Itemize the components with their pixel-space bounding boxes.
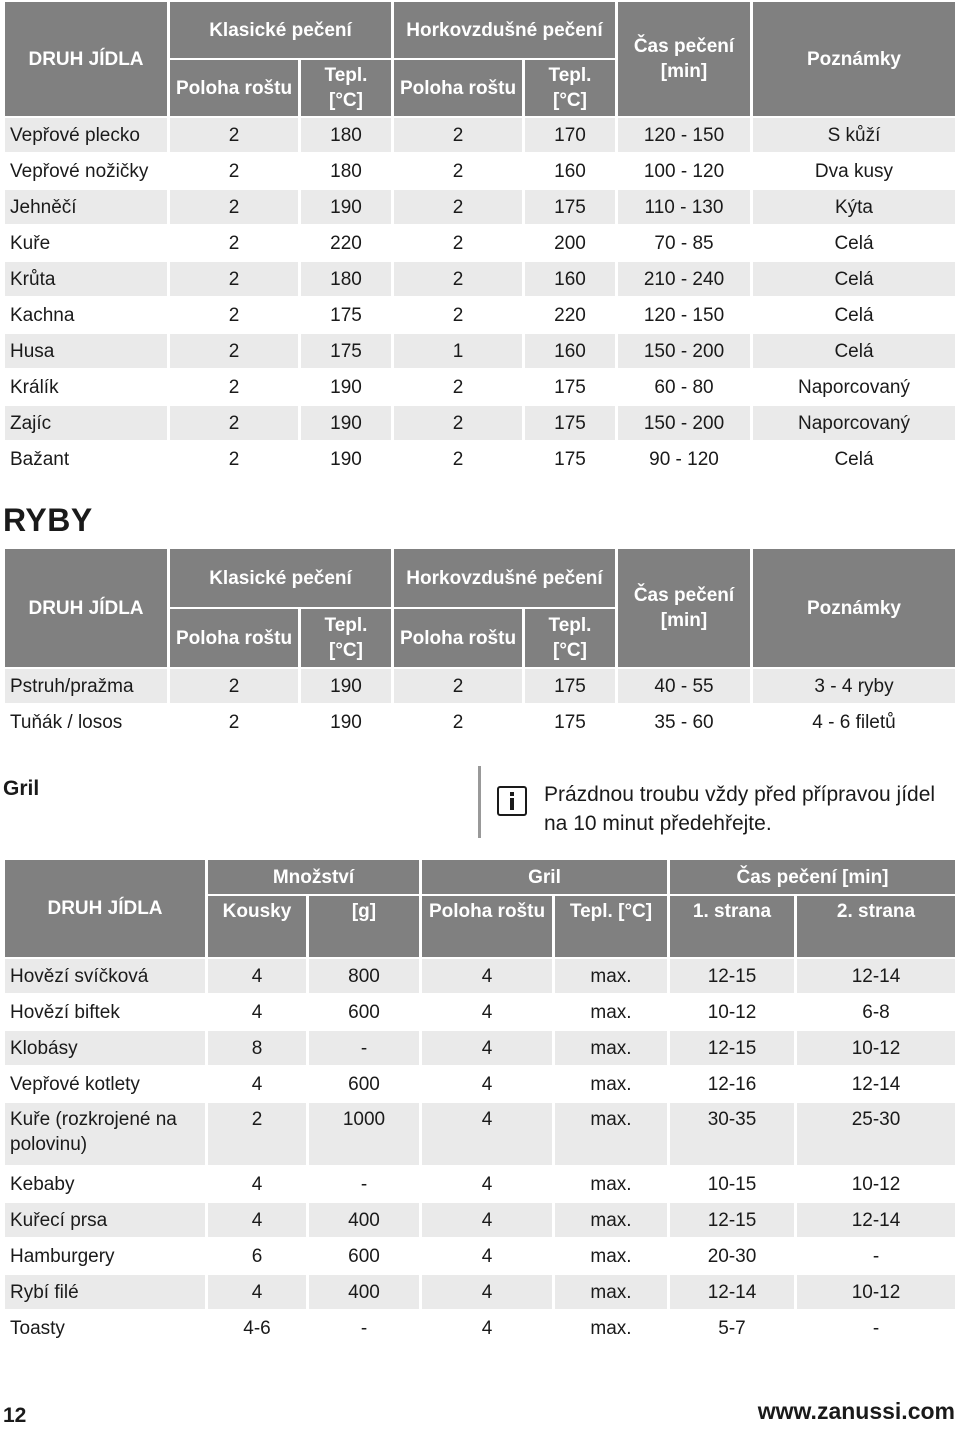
header-temperature: Tepl. [°C] — [525, 609, 615, 667]
table-cell: 90 - 120 — [618, 442, 750, 476]
table-row — [5, 226, 955, 260]
table-cell: 175 — [525, 370, 615, 404]
header-dish: DRUH JÍDLA — [5, 2, 167, 116]
table-cell: 4 — [208, 1067, 306, 1101]
meat-table-body — [5, 118, 955, 476]
header-pieces: Kousky — [208, 896, 306, 957]
table-cell: 2 — [170, 669, 298, 703]
info-icon — [497, 786, 527, 816]
table-cell: 400 — [309, 1203, 419, 1237]
header-baking-time: Čas pečení [min] — [618, 549, 750, 667]
table-cell: 2 — [394, 190, 522, 224]
table-cell: 2 — [394, 118, 522, 152]
table-row — [5, 262, 955, 296]
header-quantity: Množství — [208, 860, 419, 894]
table-cell: 220 — [525, 298, 615, 332]
dish-name-cell: Vepřové plecko — [5, 118, 167, 152]
table-cell: 2 — [394, 226, 522, 260]
table-cell: 120 - 150 — [618, 298, 750, 332]
table-row — [5, 995, 955, 1029]
table-cell: max. — [555, 1031, 667, 1065]
table-cell: 10-12 — [797, 1167, 955, 1201]
table-cell: 180 — [301, 154, 391, 188]
dish-name-cell: Králík — [5, 370, 167, 404]
table-cell: 175 — [525, 190, 615, 224]
preheat-note-text: Prázdnou troubu vždy před přípravou jídel na 10 minut předehřejte. — [544, 783, 936, 835]
table-cell: - — [309, 1167, 419, 1201]
table-cell: Celá — [753, 442, 955, 476]
dish-name-cell: Jehněčí — [5, 190, 167, 224]
header-side-2: 2. strana — [797, 896, 955, 957]
table-cell: 150 - 200 — [618, 406, 750, 440]
meat-roasting-table — [2, 0, 958, 478]
table-cell: 12-14 — [797, 1067, 955, 1101]
page-number: 12 — [3, 1404, 27, 1427]
table-cell: 120 - 150 — [618, 118, 750, 152]
table-cell: max. — [555, 995, 667, 1029]
table-row — [5, 442, 955, 476]
table-cell: 12-15 — [670, 1031, 794, 1065]
table-row — [5, 190, 955, 224]
table-cell: 4 — [208, 959, 306, 993]
table-cell: 2 — [394, 669, 522, 703]
dish-name-cell: Pstruh/pražma — [5, 669, 167, 703]
header-notes: Poznámky — [753, 2, 955, 116]
dish-name-cell: Vepřové nožičky — [5, 154, 167, 188]
table-cell: max. — [555, 1311, 667, 1345]
table-row — [5, 406, 955, 440]
table-cell: 180 — [301, 118, 391, 152]
table-cell: 600 — [309, 995, 419, 1029]
table-cell: Kýta — [753, 190, 955, 224]
table-cell: 175 — [525, 669, 615, 703]
table-cell: Naporcovaný — [753, 406, 955, 440]
table-cell: - — [797, 1239, 955, 1273]
header-side-1: 1. strana — [670, 896, 794, 957]
table-cell: 12-14 — [797, 1203, 955, 1237]
table-cell: 2 — [394, 370, 522, 404]
table-cell: 10-12 — [797, 1031, 955, 1065]
table-cell: 190 — [301, 442, 391, 476]
table-cell: 1000 — [309, 1103, 419, 1165]
table-cell: - — [309, 1311, 419, 1345]
table-cell: max. — [555, 1167, 667, 1201]
table-cell: 4-6 — [208, 1311, 306, 1345]
header-shelf-position: Poloha roštu — [394, 609, 522, 667]
table-cell: 2 — [394, 442, 522, 476]
header-hot-air-baking: Horkovzdušné pečení — [394, 2, 615, 58]
table-row — [5, 1239, 955, 1273]
header-classic-baking: Klasické pečení — [170, 549, 391, 607]
website-url[interactable]: www.zanussi.com — [757, 1398, 955, 1424]
header-temperature: Tepl. [°C] — [301, 60, 391, 116]
header-temperature: Tepl. [°C] — [301, 609, 391, 667]
table-cell: S kůží — [753, 118, 955, 152]
dish-name-cell: Zajíc — [5, 406, 167, 440]
table-cell: 200 — [525, 226, 615, 260]
grill-table-body — [5, 959, 955, 1345]
fish-table-body — [5, 669, 955, 739]
table-cell: 2 — [170, 262, 298, 296]
dish-name-cell: Hovězí biftek — [5, 995, 205, 1029]
table-row — [5, 959, 955, 993]
table-cell: 6-8 — [797, 995, 955, 1029]
table-cell: max. — [555, 959, 667, 993]
table-cell: Naporcovaný — [753, 370, 955, 404]
table-row — [5, 1203, 955, 1237]
table-cell: 4 — [208, 1167, 306, 1201]
table-cell: max. — [555, 1275, 667, 1309]
dish-name-cell: Krůta — [5, 262, 167, 296]
header-baking-time: Čas pečení [min] — [618, 2, 750, 116]
header-temperature: Tepl. [°C] — [525, 60, 615, 116]
table-cell: 2 — [170, 370, 298, 404]
table-cell: 150 - 200 — [618, 334, 750, 368]
header-shelf-position: Poloha roštu — [170, 60, 298, 116]
table-cell: 4 — [422, 1167, 552, 1201]
table-cell: 190 — [301, 705, 391, 739]
table-cell: max. — [555, 1203, 667, 1237]
table-cell: 2 — [170, 190, 298, 224]
table-cell: 4 — [422, 1067, 552, 1101]
table-cell: - — [309, 1031, 419, 1065]
table-row — [5, 154, 955, 188]
table-cell: - — [797, 1311, 955, 1345]
table-cell: 10-15 — [670, 1167, 794, 1201]
table-cell: 2 — [394, 262, 522, 296]
fish-roasting-table — [2, 547, 958, 741]
grill-table — [2, 858, 958, 1347]
table-cell: 190 — [301, 370, 391, 404]
table-cell: 175 — [301, 298, 391, 332]
table-cell: 100 - 120 — [618, 154, 750, 188]
table-cell: 170 — [525, 118, 615, 152]
header-grill: Gril — [422, 860, 667, 894]
table-row — [5, 118, 955, 152]
dish-name-cell: Kuře (rozkrojené na polovinu) — [5, 1103, 205, 1165]
header-shelf-position: Poloha roštu — [394, 60, 522, 116]
table-cell: 2 — [170, 705, 298, 739]
table-cell: 12-15 — [670, 959, 794, 993]
table-row — [5, 334, 955, 368]
table-cell: 600 — [309, 1239, 419, 1273]
header-notes: Poznámky — [753, 549, 955, 667]
table-cell: 160 — [525, 262, 615, 296]
table-cell: 4 — [422, 1311, 552, 1345]
table-cell: Dva kusy — [753, 154, 955, 188]
table-cell: 2 — [394, 406, 522, 440]
table-cell: 4 — [422, 995, 552, 1029]
table-row — [5, 1311, 955, 1345]
table-cell: 175 — [525, 442, 615, 476]
table-cell: 210 - 240 — [618, 262, 750, 296]
table-cell: 2 — [170, 406, 298, 440]
header-baking-time: Čas pečení [min] — [670, 860, 955, 894]
table-cell: 400 — [309, 1275, 419, 1309]
dish-name-cell: Husa — [5, 334, 167, 368]
table-cell: 70 - 85 — [618, 226, 750, 260]
table-cell: 220 — [301, 226, 391, 260]
table-cell: 4 — [422, 959, 552, 993]
table-cell: 4 — [422, 1031, 552, 1065]
table-cell: 8 — [208, 1031, 306, 1065]
table-cell: 175 — [301, 334, 391, 368]
table-cell: 10-12 — [797, 1275, 955, 1309]
table-cell: max. — [555, 1239, 667, 1273]
table-cell: 2 — [170, 118, 298, 152]
table-cell: 4 — [208, 1275, 306, 1309]
header-hot-air-baking: Horkovzdušné pečení — [394, 549, 615, 607]
table-cell: Celá — [753, 226, 955, 260]
table-cell: Celá — [753, 334, 955, 368]
table-cell: 190 — [301, 669, 391, 703]
table-cell: 12-14 — [670, 1275, 794, 1309]
table-cell: 4 — [422, 1239, 552, 1273]
dish-name-cell: Kuřecí prsa — [5, 1203, 205, 1237]
header-shelf-position: Poloha roštu — [170, 609, 298, 667]
table-cell: 25-30 — [797, 1103, 955, 1165]
table-cell: 2 — [170, 226, 298, 260]
dish-name-cell: Rybí filé — [5, 1275, 205, 1309]
table-cell: 12-16 — [670, 1067, 794, 1101]
header-shelf-position: Poloha roštu — [422, 896, 552, 957]
dish-name-cell: Toasty — [5, 1311, 205, 1345]
dish-name-cell: Kachna — [5, 298, 167, 332]
table-cell: 4 - 6 filetů — [753, 705, 955, 739]
header-classic-baking: Klasické pečení — [170, 2, 391, 58]
table-cell: 12-15 — [670, 1203, 794, 1237]
table-cell: 4 — [422, 1203, 552, 1237]
dish-name-cell: Klobásy — [5, 1031, 205, 1065]
table-cell: 190 — [301, 406, 391, 440]
table-cell: 175 — [525, 406, 615, 440]
table-cell: max. — [555, 1103, 667, 1165]
table-row — [5, 1103, 955, 1165]
dish-name-cell: Vepřové kotlety — [5, 1067, 205, 1101]
table-row — [5, 298, 955, 332]
table-cell: 4 — [208, 995, 306, 1029]
table-cell: 12-14 — [797, 959, 955, 993]
table-cell: 2 — [170, 154, 298, 188]
table-cell: 2 — [170, 298, 298, 332]
table-row — [5, 669, 955, 703]
dish-name-cell: Kebaby — [5, 1167, 205, 1201]
header-temperature: Tepl. [°C] — [555, 896, 667, 957]
table-row — [5, 1067, 955, 1101]
table-cell: 160 — [525, 334, 615, 368]
table-row — [5, 1167, 955, 1201]
table-cell: 10-12 — [670, 995, 794, 1029]
table-cell: 2 — [394, 298, 522, 332]
table-cell: 5-7 — [670, 1311, 794, 1345]
table-cell: 6 — [208, 1239, 306, 1273]
table-cell: 2 — [208, 1103, 306, 1165]
grill-section-title: Gril — [3, 777, 40, 800]
table-cell: 30-35 — [670, 1103, 794, 1165]
table-cell: Celá — [753, 298, 955, 332]
table-cell: 2 — [170, 334, 298, 368]
table-cell: 160 — [525, 154, 615, 188]
table-cell: 20-30 — [670, 1239, 794, 1273]
table-row — [5, 1275, 955, 1309]
table-cell: 190 — [301, 190, 391, 224]
dish-name-cell: Hovězí svíčková — [5, 959, 205, 993]
dish-name-cell: Hamburgery — [5, 1239, 205, 1273]
table-cell: 600 — [309, 1067, 419, 1101]
table-cell: 180 — [301, 262, 391, 296]
table-cell: 4 — [422, 1103, 552, 1165]
table-cell: 3 - 4 ryby — [753, 669, 955, 703]
table-row — [5, 370, 955, 404]
table-cell: 1 — [394, 334, 522, 368]
table-cell: 110 - 130 — [618, 190, 750, 224]
table-cell: Celá — [753, 262, 955, 296]
table-cell: 175 — [525, 705, 615, 739]
table-row — [5, 705, 955, 739]
header-dish: DRUH JÍDLA — [5, 549, 167, 667]
dish-name-cell: Bažant — [5, 442, 167, 476]
table-row — [5, 1031, 955, 1065]
table-cell: 2 — [170, 442, 298, 476]
preheat-note — [478, 766, 951, 838]
table-cell: 2 — [394, 154, 522, 188]
table-cell: 60 - 80 — [618, 370, 750, 404]
table-cell: 35 - 60 — [618, 705, 750, 739]
table-cell: 800 — [309, 959, 419, 993]
table-cell: 4 — [208, 1203, 306, 1237]
table-cell: 2 — [394, 705, 522, 739]
dish-name-cell: Kuře — [5, 226, 167, 260]
fish-section-title: RYBY — [3, 502, 93, 538]
dish-name-cell: Tuňák / losos — [5, 705, 167, 739]
table-cell: 4 — [422, 1275, 552, 1309]
table-cell: 40 - 55 — [618, 669, 750, 703]
header-dish: DRUH JÍDLA — [5, 860, 205, 957]
header-grams: [g] — [309, 896, 419, 957]
table-cell: max. — [555, 1067, 667, 1101]
